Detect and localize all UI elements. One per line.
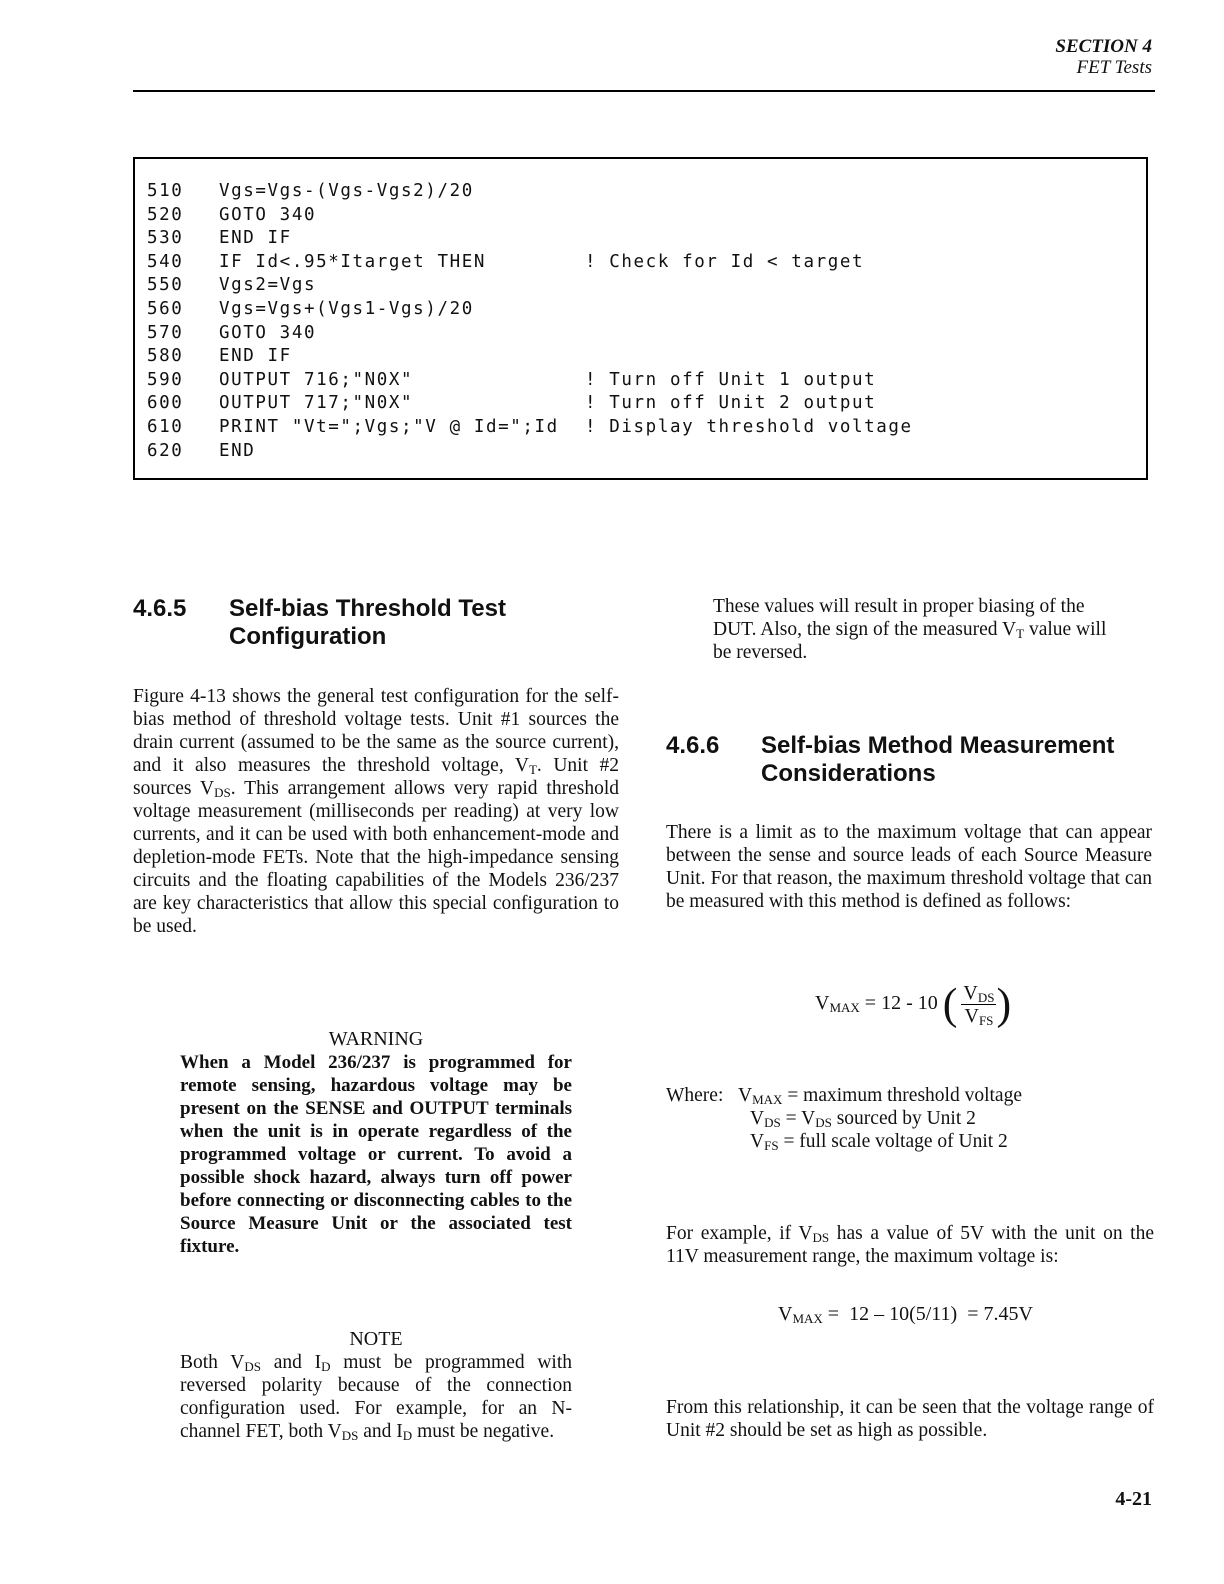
text-run: sourced by Unit 2 xyxy=(831,1108,976,1129)
example-paragraph xyxy=(666,1222,1154,1268)
text-run: value will be reversed. xyxy=(713,619,1107,663)
heading-title-line2: Configuration xyxy=(229,623,387,650)
code-statement: OUTPUT 717;"N0X" xyxy=(219,393,414,414)
code-statement: GOTO 340 xyxy=(219,204,317,225)
fraction-numerator xyxy=(961,982,996,1005)
continued-paragraph xyxy=(713,595,1113,664)
code-line-number: 580 xyxy=(147,346,184,367)
code-line-number: 610 xyxy=(147,417,184,437)
code-line-number: 570 xyxy=(147,322,184,343)
code-line-number: 510 xyxy=(147,181,184,201)
text-run: = 12 – 10(5/11) = 7.45V xyxy=(822,1303,1033,1325)
text-run: . This arrangement allows very rapid threshold voltage measurement (milliseconds per reading) at very low currents, and it can be used with both enhancement-mode and depletion-mode FETs. Note that the high-impedance sensing circuits and the floating capabilities of the Models 236/237 are key characteristics that allow this special configuration to be used. xyxy=(133,778,619,937)
text-run: and I xyxy=(261,1352,322,1373)
code-line-number: 520 xyxy=(147,204,184,225)
text-run: Both V xyxy=(180,1352,245,1373)
code-line-number: 600 xyxy=(147,393,184,414)
code-line-number: 540 xyxy=(147,251,184,272)
warning-body: When a Model 236/237 is programmed for remote sensing, hazardous voltage may be present on the SENSE and OUTPUT terminals when the unit is in operate regardless of the programmed voltage or current. To avoid a possible shock hazard, always turn off power before connecting or disconnecting cables to the Source Measure Unit or the associated test fixture. xyxy=(180,1052,572,1257)
text-run: = full scale voltage of Unit 2 xyxy=(778,1131,1008,1152)
subscript: T xyxy=(528,762,537,777)
fraction xyxy=(961,982,996,1027)
text-run: . Unit #2 sources V xyxy=(133,755,619,799)
text-run: = V xyxy=(780,1108,816,1129)
subscript: MAX xyxy=(829,1000,860,1016)
max-voltage-paragraph: There is a limit as to the maximum voltage that can appear between the sense and source leads of each Source Measure Unit. For that reason, the maximum threshold voltage that can be measured with this method is defined as follows: xyxy=(666,822,1152,912)
subscript: DS xyxy=(214,785,231,800)
text-run: and I xyxy=(358,1421,403,1442)
code-line-number: 550 xyxy=(147,275,184,296)
code-line-number: 620 xyxy=(147,440,184,461)
text-run: = maximum threshold voltage xyxy=(782,1085,1022,1106)
heading-number: 4.6.5 xyxy=(133,595,187,622)
heading-title-line2: Considerations xyxy=(761,760,936,787)
text-run: Figure 4-13 shows the general test configuration for the self-bias method of threshold voltage tests. Unit #1 sources the drain current (assumed to be the same as the source current), and it also measures the threshold voltage, V xyxy=(133,686,619,776)
subscript: DS xyxy=(812,1230,830,1245)
page-header xyxy=(1055,36,1152,78)
subscript: DS xyxy=(815,1115,832,1130)
subscript: DS xyxy=(977,990,995,1005)
where-row-vfs xyxy=(750,1130,1008,1153)
section-label: SECTION 4 xyxy=(1055,36,1152,57)
vmax-formula xyxy=(815,979,1012,1029)
text-run: must be programmed with reversed polarity because of the connection configuration used. For example, for an N-channel FET, both V xyxy=(180,1352,572,1442)
text-run: has a value of 5V with the unit on the 11V measurement range, the maximum voltage is: xyxy=(666,1223,1155,1267)
where-row-vds xyxy=(750,1107,976,1130)
code-comment: ! Turn off Unit 2 output xyxy=(585,393,877,414)
heading-number: 4.6.6 xyxy=(666,732,720,759)
code-statement: Vgs=Vgs-(Vgs-Vgs2)/20 xyxy=(219,181,474,201)
text-run: V xyxy=(815,992,830,1015)
code-statement: END xyxy=(219,440,256,461)
code-statement: Vgs=Vgs+(Vgs1-Vgs)/20 xyxy=(219,299,474,319)
code-comment: ! Check for Id < target xyxy=(585,251,865,272)
code-statement: OUTPUT 716;"N0X" xyxy=(219,369,414,390)
subscript: MAX xyxy=(752,1092,783,1107)
note-title: NOTE xyxy=(349,1328,403,1350)
left-paren: ( xyxy=(942,979,958,1029)
subscript: T xyxy=(1016,626,1025,641)
section-subtitle: FET Tests xyxy=(1076,57,1152,78)
subscript: DS xyxy=(764,1115,781,1130)
code-statement: END IF xyxy=(219,346,292,367)
text-run: = 12 - 10 xyxy=(859,992,943,1015)
text-run: must be negative. xyxy=(412,1421,555,1442)
heading-title-line1: Self-bias Method Measurement xyxy=(761,732,1115,759)
heading-title-line1: Self-bias Threshold Test xyxy=(229,595,506,622)
code-statement: PRINT "Vt=";Vgs;"V @ Id=";Id xyxy=(219,417,559,437)
where-label: Where: xyxy=(666,1085,724,1106)
code-comment: ! Turn off Unit 1 output xyxy=(585,369,877,390)
code-line-number: 530 xyxy=(147,228,184,249)
header-rule xyxy=(133,90,1155,92)
subscript: FS xyxy=(978,1013,994,1028)
subscript: MAX xyxy=(792,1311,823,1326)
code-statement: IF Id<.95*Itarget THEN xyxy=(219,251,486,272)
where-row-vmax xyxy=(738,1084,1022,1107)
text-run: V xyxy=(750,1108,765,1129)
self-bias-config-paragraph xyxy=(133,685,619,938)
text-run: V xyxy=(964,1005,979,1027)
code-line-number: 590 xyxy=(147,369,184,390)
conclusion-paragraph: From this relationship, it can be seen that the voltage range of Unit #2 should be set as high as possible. xyxy=(666,1397,1154,1441)
code-statement: END IF xyxy=(219,228,292,249)
subscript: D xyxy=(321,1359,331,1374)
vmax-example-formula xyxy=(778,1302,1033,1326)
fraction-denominator xyxy=(961,1005,996,1027)
text-run: V xyxy=(778,1303,793,1325)
text-run: These values will result in proper biasing of the DUT. Also, the sign of the measured V xyxy=(713,596,1085,640)
code-line-number: 560 xyxy=(147,299,184,319)
heading-4-6-5 xyxy=(133,595,613,655)
where-definitions xyxy=(666,1084,1156,1156)
text-run: V xyxy=(738,1085,753,1106)
code-statement: GOTO 340 xyxy=(219,322,317,343)
text-run: For example, if V xyxy=(666,1223,813,1244)
text-run: V xyxy=(750,1131,765,1152)
subscript: DS xyxy=(341,1428,359,1443)
subscript: D xyxy=(402,1428,413,1443)
page-number: 4-21 xyxy=(1115,1488,1152,1510)
subscript: DS xyxy=(244,1359,261,1374)
code-listing-box xyxy=(133,157,1148,480)
heading-4-6-6 xyxy=(666,732,1156,792)
note-body xyxy=(180,1351,572,1443)
right-paren: ) xyxy=(996,979,1012,1029)
warning-title: WARNING xyxy=(328,1028,424,1050)
text-run: V xyxy=(963,982,978,1004)
subscript: FS xyxy=(764,1138,779,1153)
code-statement: Vgs2=Vgs xyxy=(219,275,317,296)
code-comment: ! Display threshold voltage xyxy=(585,417,913,437)
